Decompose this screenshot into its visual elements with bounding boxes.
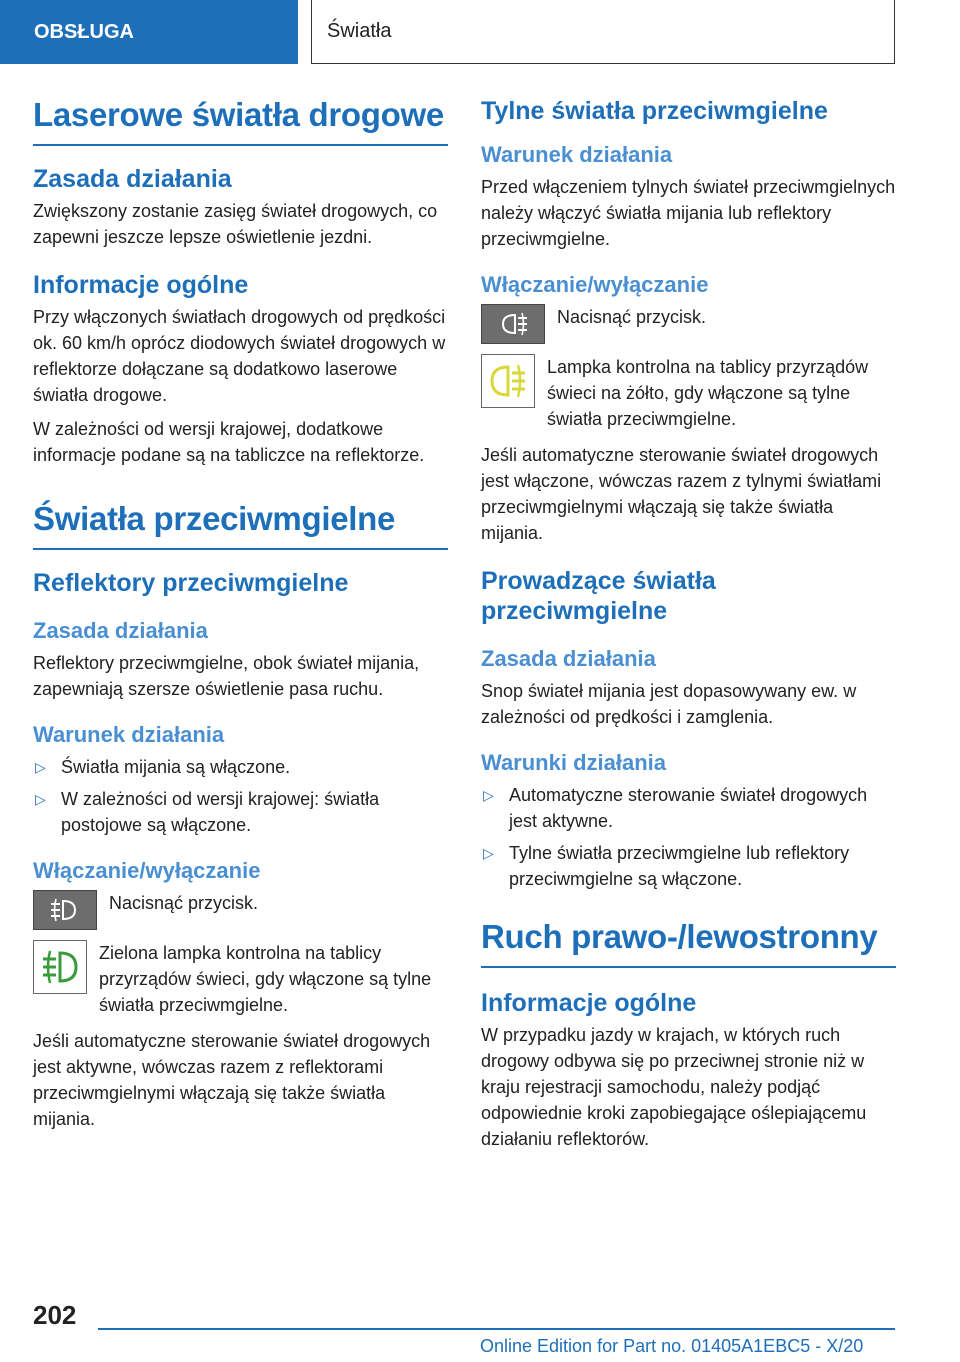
info-paragraph-1: Przy włączonych światłach drogowych od prędkości ok. 60 km/h oprócz diodowych świateł drogowych w reflektorze dołączane są dodatkowo laserowe światła drogowe. — [33, 307, 446, 405]
chapter-tab — [311, 0, 895, 64]
auto-text: Jeśli automatyczne sterowanie świateł drogowych jest aktywne, wówczas razem z reflektorami przeciwmgielnymi włączają się także światła mijania. — [33, 1031, 431, 1129]
chapter-label: Światła — [327, 20, 392, 42]
list-item: ▷ Automatyczne sterowanie świateł drogowych jest aktywne. — [481, 782, 896, 834]
heading-laser: Laserowe światła drogowe — [33, 96, 448, 146]
footer-edition: Online Edition for Part no. 01405A1EBC5 - X/20 — [480, 1336, 864, 1356]
rear-fog-button-icon — [481, 304, 545, 344]
heading-wlaczanie-r: Włączanie/wyłączanie — [481, 272, 709, 297]
press-text-r: Nacisnąć przycisk. — [557, 307, 707, 327]
lamp-text: Zielona lampka kontrolna na tablicy przyrządów świeci, gdy włączone są tylne światła przeciwmgielne. — [99, 943, 432, 1015]
list-item: ▷ Światła mijania są włączone. — [33, 754, 448, 780]
warunek-list — [33, 754, 448, 838]
heading-ruch: Ruch prawo-/lewostronny — [481, 918, 896, 968]
heading-zasada-2: Zasada działania — [33, 618, 208, 643]
heading-warunek: Warunek działania — [33, 722, 225, 747]
heading-info-r: Informacje ogólne — [481, 989, 697, 1017]
front-fog-indicator-icon — [33, 940, 87, 994]
section-tab — [0, 0, 298, 64]
zasada-r-text: Snop świateł mijania jest dopasowywany ew. w zależności od prędkości i zamglenia. — [481, 681, 857, 727]
heading-zasada: Zasada działania — [33, 165, 232, 193]
lamp-text-r: Lampka kontrolna na tablicy przyrządów świeci na żółto, gdy włączone są tylne światła przeciwmgielne. — [547, 357, 869, 429]
rear-fog-indicator-icon — [481, 354, 535, 408]
zasada-2-text: Reflektory przeciwmgielne, obok świateł mijania, zapewniają szersze oświetlenie pasa ruchu. — [33, 653, 420, 699]
rear-fog-lamp-row — [481, 354, 896, 432]
zasada-text: Zwiększony zostanie zasięg świateł drogowych, co zapewni jeszcze lepsze oświetlenie jezdni. — [33, 201, 438, 247]
heading-warunki: Warunki działania — [481, 750, 667, 775]
rear-fog-button-row — [481, 304, 896, 344]
heading-zasada-r: Zasada działania — [481, 646, 656, 671]
heading-warunek-r: Warunek działania — [481, 142, 673, 167]
front-fog-button-row — [33, 890, 448, 930]
auto-text-r: Jeśli automatyczne sterowanie świateł drogowych jest włączone, wówczas razem z tylnymi światłami przeciwmgielnymi włączają się także światła mijania. — [481, 445, 882, 543]
press-text: Nacisnąć przycisk. — [109, 893, 259, 913]
front-fog-lamp-row — [33, 940, 448, 1018]
triangle-bullet-icon: ▷ — [483, 787, 494, 803]
triangle-bullet-icon: ▷ — [35, 791, 46, 807]
warunek-r-text: Przed włączeniem tylnych świateł przeciwmgielnych należy włączyć światła mijania lub reflektory przeciwmgielne. — [481, 177, 896, 249]
triangle-bullet-icon: ▷ — [483, 845, 494, 861]
list-item: ▷ Tylne światła przeciwmgielne lub reflektory przeciwmgielne są włączone. — [481, 840, 896, 892]
section-label: OBSŁUGA — [34, 20, 134, 43]
triangle-bullet-icon: ▷ — [35, 759, 46, 775]
right-column — [481, 96, 896, 1160]
info-paragraph-2: W zależności od wersji krajowej, dodatkowe informacje podane są na tabliczce na reflektorze. — [33, 419, 425, 465]
heading-info: Informacje ogólne — [33, 271, 249, 299]
heading-tylne: Tylne światła przeciwmgielne — [481, 97, 828, 125]
heading-wlaczanie: Włączanie/wyłączanie — [33, 858, 261, 883]
footer-divider — [98, 1328, 895, 1330]
info-r-text: W przypadku jazdy w krajach, w których ruch drogowy odbywa się po przeciwnej stronie niż w kraju rejestracji samochodu, należy podjąć odpowiednie kroki zapobiegające oślepiającemu działaniu reflektorów. — [481, 1025, 867, 1149]
list-item: ▷ W zależności od wersji krajowej: światła postojowe są włączone. — [33, 786, 448, 838]
heading-prowadzace: Prowadzące światła przeciwmgielne — [481, 567, 716, 625]
page-number: 202 — [33, 1300, 77, 1330]
left-column — [33, 96, 448, 1140]
front-fog-button-icon — [33, 890, 97, 930]
warunki-list — [481, 782, 896, 892]
heading-fog: Światła przeciwmgielne — [33, 500, 448, 550]
heading-reflektory: Reflektory przeciwmgielne — [33, 569, 349, 597]
